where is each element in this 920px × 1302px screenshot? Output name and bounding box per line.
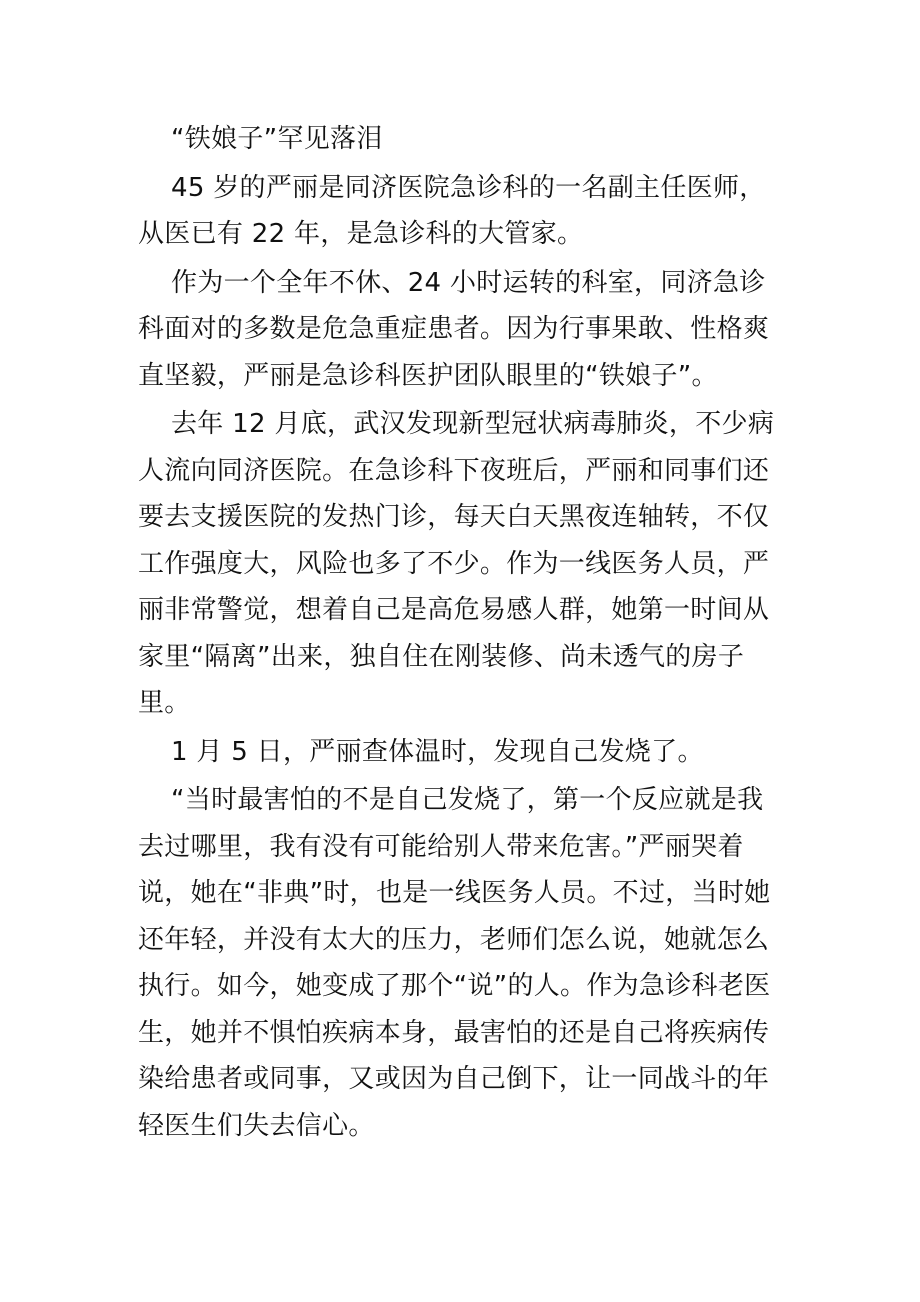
paragraph-5: “当时最害怕的不是自己发烧了，第一个反应就是我去过哪里，我有没有可能给别人带来危害。”严丽哭着说，她在“非典”时，也是一线医务人员。不过，当时她还年轻，并没有太大的压力，老师们怎么说，她就怎么执行。如今，她变成了那个“说”的人。作为急诊科老医生，她并不惧怕疾病本身，最害怕的还是自己将疾病传染给患者或同事，又或因为自己倒下，让一同战斗的年轻医生们失去信心。 — [138, 785, 771, 1141]
paragraph-2: 作为一个全年不休、24 小时运转的科室，同济急诊科面对的多数是危急重症患者。因为行事果敢、性格爽直坚毅，严丽是急诊科医护团队眼里的“铁娘子”。 — [138, 267, 770, 391]
paragraph-4: 1 月 5 日，严丽查体温时，发现自己发烧了。 — [171, 736, 704, 767]
article-heading: “铁娘子”罕见落泪 — [171, 124, 383, 154]
paragraph-1: 45 岁的严丽是同济医院急诊科的一名副主任医师，从医已有 22 年，是急诊科的大管家。 — [138, 172, 766, 249]
paragraph-3: 去年 12 月底，武汉发现新型冠状病毒肺炎，不少病人流向同济医院。在急诊科下夜班后，严丽和同事们还要去支援医院的发热门诊，每天白天黑夜连轴转，不仅工作强度大，风险也多了不少。作为一线医务人员，严丽非常警觉，想着自己是高危易感人群，她第一时间从家里“隔离”出来，独自住在刚装修、尚未透气的房子里。 — [138, 409, 775, 718]
document-page — [138, 116, 788, 1149]
